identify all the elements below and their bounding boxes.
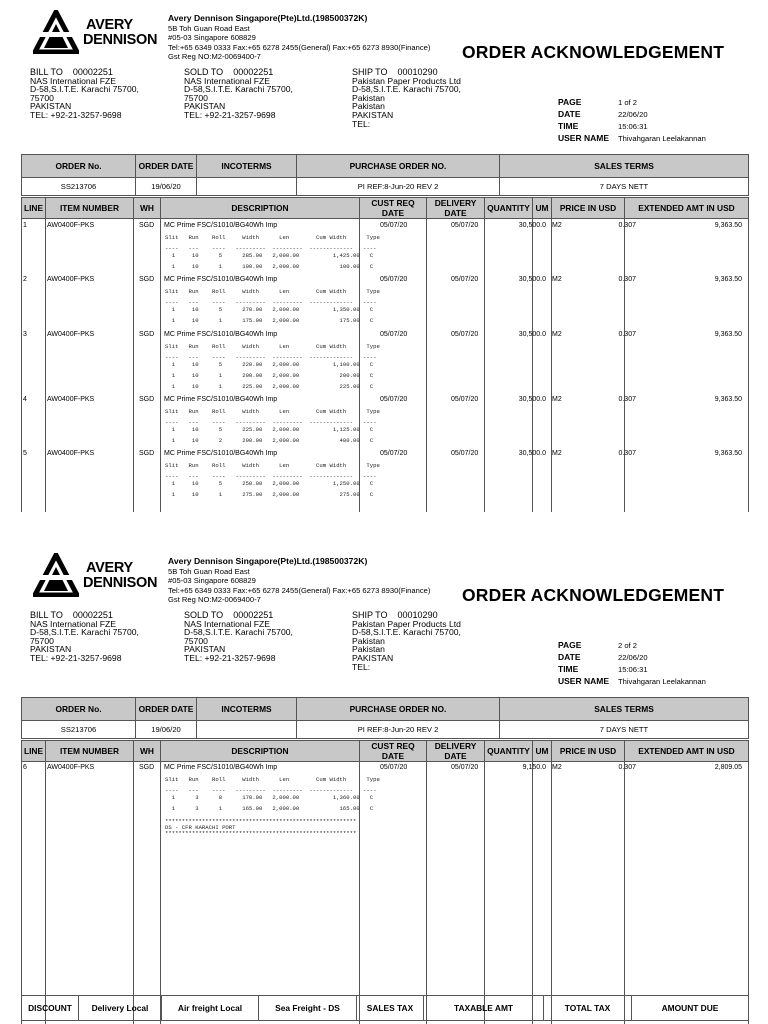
quantity: 30,500.0 <box>518 450 546 457</box>
avery-logo-icon <box>33 553 79 597</box>
cust-req-date: 05/07/20 <box>380 331 408 338</box>
ship-to-line: Pakistan <box>352 635 385 646</box>
col-line: LINE <box>22 198 46 219</box>
unit-price: 0.307 <box>618 396 636 403</box>
sales-terms: 7 DAYS NETT <box>500 178 749 196</box>
delivery-date: 05/07/20 <box>451 450 479 457</box>
slit-values: 1 3 8 170.00 2,000.00 1,360.00 C 1 3 1 165.00 2,000.00 165.00 C <box>171 794 374 812</box>
extended-amount: 9,363.50 <box>714 331 742 338</box>
description: MC Prime FSC/S1010/BG40Wh Imp <box>164 450 278 457</box>
order-no: SS213706 <box>22 721 136 739</box>
item-number: AW0400F-PKS <box>47 764 95 771</box>
ship-to-line: Pakistan <box>352 92 385 103</box>
sold-to-line: TEL: +92-21-3257-9698 <box>184 109 276 120</box>
ship-to-line: D-58,S.I.T.E. Karachi 75700, <box>352 627 461 638</box>
bill-to-line: PAKISTAN <box>30 644 72 655</box>
user-value: Thivahgaran Leelakannan <box>618 676 706 686</box>
warehouse: SGD <box>139 331 155 338</box>
unit-price: 0.307 <box>618 331 636 338</box>
bill-to-line: NAS International FZE <box>30 75 116 86</box>
avery-dennison-logo <box>33 553 168 597</box>
incoterms <box>197 178 297 196</box>
po-number: PI REF:8-Jun-20 REV 2 <box>297 178 500 196</box>
po-number: PI REF:8-Jun-20 REV 2 <box>297 721 500 739</box>
warehouse: SGD <box>139 396 155 403</box>
unit-of-measure: M2 <box>552 450 562 457</box>
description: MC Prime FSC/S1010/BG40Wh Imp <box>164 331 278 338</box>
po-header: PURCHASE ORDER NO. <box>297 698 500 721</box>
document-title: ORDER ACKNOWLEDGEMENT <box>462 585 725 605</box>
quantity: 30,500.0 <box>518 276 546 283</box>
col-delivery-date: DELIVERY DATE <box>427 741 485 762</box>
ship-to-code: 00010290 <box>397 610 438 620</box>
company-address-1: 5B Toh Guan Road East <box>168 24 250 34</box>
col-line: LINE <box>22 741 46 762</box>
ship-to-line: Pakistan Paper Products Ltd <box>352 75 461 86</box>
description: MC Prime FSC/S1010/BG40Wh Imp <box>164 276 278 283</box>
slit-header: Slit Run Roll Width Len Cum Width Type ---- --- ---- --------- --------- ------------- ---- <box>165 288 380 306</box>
order-no: SS213706 <box>22 178 136 196</box>
discount-label: DISCOUNT <box>22 996 79 1021</box>
unit-of-measure: M2 <box>552 396 562 403</box>
order-no-header: ORDER No. <box>22 698 136 721</box>
ship-to-line: PAKISTAN <box>352 109 394 120</box>
ship-to-line: Pakistan <box>352 101 385 112</box>
document-meta <box>558 96 738 144</box>
warehouse: SGD <box>139 764 155 771</box>
unit-price: 0.307 <box>618 764 636 771</box>
line-number: 4 <box>23 396 27 403</box>
sold-to-line: D-58,S.I.T.E. Karachi 75700, <box>184 84 293 95</box>
extended-amount: 9,363.50 <box>714 450 742 457</box>
description: MC Prime FSC/S1010/BG40Wh Imp <box>164 396 278 403</box>
line-number: 3 <box>23 331 27 338</box>
po-header: PURCHASE ORDER NO. <box>297 155 500 178</box>
col-extended: EXTENDED AMT IN USD <box>625 198 749 219</box>
ship-to-line: Pakistan <box>352 644 385 655</box>
col-um: UM <box>533 198 552 219</box>
slit-header: Slit Run Roll Width Len Cum Width Type ---- --- ---- --------- --------- ------------- ---- <box>165 462 380 480</box>
sold-to-label: SOLD TO <box>184 67 224 77</box>
ship-to-code: 00010290 <box>397 67 438 77</box>
ship-to-label: SHIP TO <box>352 610 388 620</box>
unit-of-measure: M2 <box>552 331 562 338</box>
taxable-amt-label: TAXABLE AMT <box>424 996 544 1021</box>
delivery-date: 05/07/20 <box>451 331 479 338</box>
page-label: PAGE <box>558 97 582 107</box>
air-freight-label: Air freight Local <box>162 996 259 1021</box>
bill-to-line: 75700 <box>30 635 54 646</box>
line-number: 1 <box>23 222 27 229</box>
item-number: AW0400F-PKS <box>47 276 95 283</box>
warehouse: SGD <box>139 276 155 283</box>
unit-price: 0.307 <box>618 276 636 283</box>
col-um: UM <box>533 741 552 762</box>
sold-to-line: PAKISTAN <box>184 644 226 655</box>
slit-values: 1 10 5 270.00 2,000.00 1,350.00 C 1 10 1 175.00 2,000.00 175.00 C <box>171 306 374 324</box>
quantity: 30,500.0 <box>518 396 546 403</box>
item-number: AW0400F-PKS <box>47 331 95 338</box>
time-label: TIME <box>558 664 579 674</box>
line-number: 2 <box>23 276 27 283</box>
avery-dennison-logo <box>33 10 168 54</box>
unit-of-measure: M2 <box>552 276 562 283</box>
description: MC Prime FSC/S1010/BG40Wh Imp <box>164 222 278 229</box>
bill-to-code: 00002251 <box>72 67 113 77</box>
sold-to-label: SOLD TO <box>184 610 224 620</box>
line-items-table <box>21 740 749 1024</box>
delivery-date: 05/07/20 <box>451 276 479 283</box>
col-delivery-date: DELIVERY DATE <box>427 198 485 219</box>
warehouse: SGD <box>139 450 155 457</box>
col-price: PRICE IN USD <box>552 198 625 219</box>
logo-text-dennison: DENNISON <box>83 32 158 48</box>
col-extended: EXTENDED AMT IN USD <box>625 741 749 762</box>
date-value: 22/06/20 <box>618 652 648 662</box>
shipping-note: ********************************************************* DS - CFR KARACHI PORT ********************************************************* <box>165 818 357 837</box>
cust-req-date: 05/07/20 <box>380 276 408 283</box>
document-title: ORDER ACKNOWLEDGEMENT <box>462 42 725 62</box>
order-date: 19/06/20 <box>136 178 197 196</box>
extended-amount: 9,363.50 <box>714 276 742 283</box>
sold-to-line: D-58,S.I.T.E. Karachi 75700, <box>184 627 293 638</box>
col-price: PRICE IN USD <box>552 741 625 762</box>
sold-to-block <box>184 611 293 663</box>
bill-to-block <box>30 68 139 120</box>
quantity: 30,500.0 <box>518 331 546 338</box>
page-2 <box>0 543 768 1024</box>
extended-amount: 9,363.50 <box>714 396 742 403</box>
slit-header: Slit Run Roll Width Len Cum Width Type ---- --- ---- --------- --------- ------------- ---- <box>165 776 380 794</box>
slit-values: 1 10 5 225.00 2,000.00 1,125.00 C 1 10 2 200.00 2,000.00 400.00 C <box>171 426 374 444</box>
quantity: 30,500.0 <box>518 222 546 229</box>
ship-to-block <box>352 611 461 671</box>
company-info <box>168 557 430 604</box>
ship-to-label: SHIP TO <box>352 67 388 77</box>
company-address-1: 5B Toh Guan Road East <box>168 567 250 577</box>
ship-to-line: PAKISTAN <box>352 652 394 663</box>
bill-to-line: D-58,S.I.T.E. Karachi 75700, <box>30 84 139 95</box>
bill-to-line: TEL: +92-21-3257-9698 <box>30 109 122 120</box>
cust-req-date: 05/07/20 <box>380 450 408 457</box>
company-name: Avery Dennison Singapore(Pte)Ltd.(198500372K) <box>168 13 368 23</box>
col-cust-req-date: CUST REQ DATE <box>360 741 427 762</box>
sales-tax-label: SALES TAX <box>357 996 424 1021</box>
incoterms <box>197 721 297 739</box>
logo-text-dennison: DENNISON <box>83 575 158 591</box>
sea-freight-label: Sea Freight - DS <box>259 996 357 1021</box>
order-date-header: ORDER DATE <box>136 698 197 721</box>
time-label: TIME <box>558 121 579 131</box>
ship-to-line: D-58,S.I.T.E. Karachi 75700, <box>352 84 461 95</box>
item-number: AW0400F-PKS <box>47 222 95 229</box>
time-value: 15:06:31 <box>618 664 648 674</box>
slit-values: 1 10 5 220.00 2,000.00 1,100.00 C 1 10 1 200.00 2,000.00 200.00 C 1 10 1 225.00 2,000.00 225.00 C <box>171 361 374 390</box>
ship-to-line: TEL: <box>352 118 371 129</box>
bill-to-label: BILL TO <box>30 67 63 77</box>
extended-amount: 2,809.05 <box>714 764 742 771</box>
sold-to-line: TEL: +92-21-3257-9698 <box>184 652 276 663</box>
col-wh: WH <box>134 198 161 219</box>
unit-price: 0.307 <box>618 222 636 229</box>
sold-to-line: 75700 <box>184 635 208 646</box>
item-number: AW0400F-PKS <box>47 396 95 403</box>
page-value: 2 of 2 <box>618 640 637 650</box>
unit-of-measure: M2 <box>552 222 562 229</box>
description: MC Prime FSC/S1010/BG40Wh Imp <box>164 764 278 771</box>
bill-to-line: D-58,S.I.T.E. Karachi 75700, <box>30 627 139 638</box>
company-gst: Gst Reg NO:M2-0069400-7 <box>168 594 261 604</box>
company-contact: Tel:+65 6349 0333 Fax:+65 6278 2455(General) Fax:+65 6273 8930(Finance) <box>168 42 431 52</box>
company-address-2: #05-03 Singapore 608829 <box>168 576 256 586</box>
sales-terms: 7 DAYS NETT <box>500 721 749 739</box>
col-quantity: QUANTITY <box>485 198 533 219</box>
sold-to-code: 00002251 <box>233 610 274 620</box>
sales-terms-header: SALES TERMS <box>500 155 749 178</box>
unit-price: 0.307 <box>618 450 636 457</box>
line-number: 5 <box>23 450 27 457</box>
company-info <box>168 14 430 61</box>
order-header-table <box>21 697 749 739</box>
line-number: 6 <box>23 764 27 771</box>
slit-header: Slit Run Roll Width Len Cum Width Type ---- --- ---- --------- --------- ------------- ---- <box>165 343 380 361</box>
slit-values: 1 10 5 285.00 2,000.00 1,425.00 C 1 10 1 100.00 2,000.00 100.00 C <box>171 252 374 270</box>
page-value: 1 of 2 <box>618 97 637 107</box>
delivery-date: 05/07/20 <box>451 396 479 403</box>
incoterms-header: INCOTERMS <box>197 698 297 721</box>
date-label: DATE <box>558 652 581 662</box>
slit-header: Slit Run Roll Width Len Cum Width Type ---- --- ---- --------- --------- ------------- ---- <box>165 408 380 426</box>
col-description: DESCRIPTION <box>161 741 360 762</box>
amount-due-label: AMOUNT DUE <box>632 996 749 1021</box>
user-label: USER NAME <box>558 676 610 686</box>
delivery-date: 05/07/20 <box>451 222 479 229</box>
ship-to-line: Pakistan Paper Products Ltd <box>352 618 461 629</box>
delivery-date: 05/07/20 <box>451 764 479 771</box>
logo-text-avery: AVERY <box>86 17 133 33</box>
unit-of-measure: M2 <box>552 764 562 771</box>
sold-to-block <box>184 68 293 120</box>
quantity: 9,150.0 <box>522 764 546 771</box>
bill-to-line: TEL: +92-21-3257-9698 <box>30 652 122 663</box>
col-cust-req-date: CUST REQ DATE <box>360 198 427 219</box>
col-description: DESCRIPTION <box>161 198 360 219</box>
sold-to-line: NAS International FZE <box>184 618 270 629</box>
sold-to-line: NAS International FZE <box>184 75 270 86</box>
order-date-header: ORDER DATE <box>136 155 197 178</box>
order-header-table <box>21 154 749 196</box>
order-date: 19/06/20 <box>136 721 197 739</box>
col-item: ITEM NUMBER <box>46 741 134 762</box>
company-name: Avery Dennison Singapore(Pte)Ltd.(198500372K) <box>168 556 368 566</box>
cust-req-date: 05/07/20 <box>380 764 408 771</box>
col-quantity: QUANTITY <box>485 741 533 762</box>
order-no-header: ORDER No. <box>22 155 136 178</box>
bill-to-label: BILL TO <box>30 610 63 620</box>
slit-header: Slit Run Roll Width Len Cum Width Type ---- --- ---- --------- --------- ------------- ---- <box>165 234 380 252</box>
avery-logo-icon <box>33 10 79 54</box>
date-label: DATE <box>558 109 581 119</box>
document-meta <box>558 639 738 687</box>
line-items-table <box>21 197 749 512</box>
user-label: USER NAME <box>558 133 610 143</box>
bill-to-block <box>30 611 139 663</box>
bill-to-code: 00002251 <box>72 610 113 620</box>
totals-table <box>21 995 749 1021</box>
sales-terms-header: SALES TERMS <box>500 698 749 721</box>
col-wh: WH <box>134 741 161 762</box>
bill-to-line: 75700 <box>30 92 54 103</box>
sold-to-line: 75700 <box>184 92 208 103</box>
delivery-local-label: Delivery Local <box>79 996 162 1021</box>
incoterms-header: INCOTERMS <box>197 155 297 178</box>
bill-to-line: PAKISTAN <box>30 101 72 112</box>
ship-to-line: TEL: <box>352 661 371 672</box>
col-item: ITEM NUMBER <box>46 198 134 219</box>
sold-to-code: 00002251 <box>233 67 274 77</box>
company-address-2: #05-03 Singapore 608829 <box>168 33 256 43</box>
warehouse: SGD <box>139 222 155 229</box>
extended-amount: 9,363.50 <box>714 222 742 229</box>
total-tax-label: TOTAL TAX <box>544 996 632 1021</box>
company-gst: Gst Reg NO:M2-0069400-7 <box>168 51 261 61</box>
cust-req-date: 05/07/20 <box>380 396 408 403</box>
time-value: 15:06:31 <box>618 121 648 131</box>
logo-text-avery: AVERY <box>86 560 133 576</box>
company-contact: Tel:+65 6349 0333 Fax:+65 6278 2455(General) Fax:+65 6273 8930(Finance) <box>168 585 431 595</box>
cust-req-date: 05/07/20 <box>380 222 408 229</box>
bill-to-line: NAS International FZE <box>30 618 116 629</box>
page-label: PAGE <box>558 640 582 650</box>
ship-to-block <box>352 68 461 128</box>
date-value: 22/06/20 <box>618 109 648 119</box>
sold-to-line: PAKISTAN <box>184 101 226 112</box>
item-number: AW0400F-PKS <box>47 450 95 457</box>
slit-values: 1 10 5 250.00 2,000.00 1,250.00 C 1 10 1 275.00 2,000.00 275.00 C <box>171 480 374 498</box>
user-value: Thivahgaran Leelakannan <box>618 133 706 143</box>
